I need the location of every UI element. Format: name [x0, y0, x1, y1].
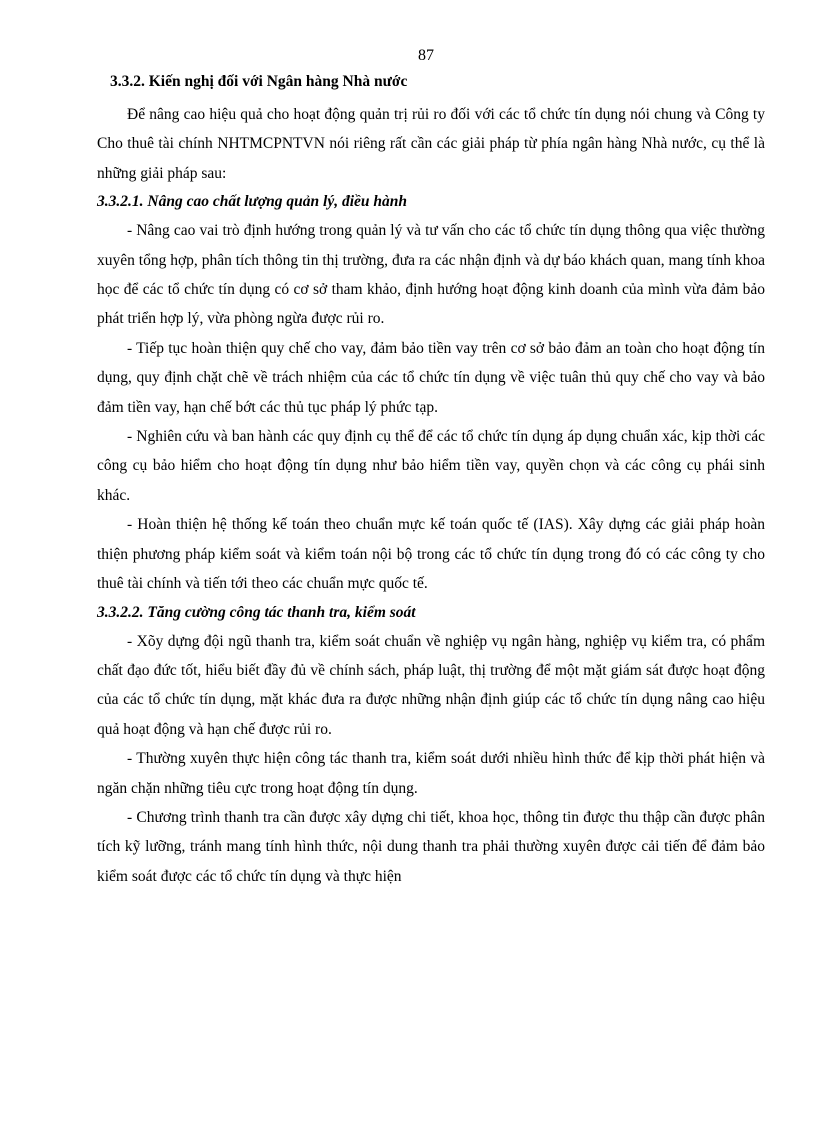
page-content: [97, 68, 765, 891]
paragraph: - Tiếp tục hoàn thiện quy chế cho vay, đảm bảo tiền vay trên cơ sở bảo đảm an toàn cho hoạt động tín dụng, quy định chặt chẽ về trách nhiệm của các tổ chức tín dụng về việc tuân thủ quy chế cho vay và bảo đảm tiền vay, hạn chế bớt các thủ tục pháp lý phức tạp.: [97, 339, 765, 416]
intro-paragraph: Để nâng cao hiệu quả cho hoạt động quản trị rủi ro đối với các tổ chức tín dụng nói chung và Công ty Cho thuê tài chính NHTMCPNTVN nói riêng rất cần các giải pháp từ phía ngân hàng Nhà nước, cụ thể là những giải pháp sau:: [97, 106, 765, 182]
page-number: 87: [418, 47, 434, 64]
paragraph: - Hoàn thiện hệ thống kế toán theo chuẩn mực kế toán quốc tế (IAS). Xây dựng các giải pháp hoàn thiện phương pháp kiểm soát và kiểm toán nội bộ trong các tổ chức tín dụng trong đó có các công ty cho thuê tài chính và tiến tới theo các chuẩn mực quốc tế.: [97, 516, 765, 593]
paragraph: - Xõy dựng đội ngũ thanh tra, kiểm soát chuẩn về nghiệp vụ ngân hàng, nghiệp vụ kiểm tra, có phẩm chất đạo đức tốt, hiểu biết đầy đủ về chính sách, pháp luật, thị trường để một mặt giám sát được hoạt động của các tổ chức tín dụng, mặt khác đưa ra được những nhận định giúp các tổ chức tín dụng nâng cao hiệu quả hoạt động và hạn chế được rủi ro.: [97, 632, 765, 738]
paragraph: - Thường xuyên thực hiện công tác thanh tra, kiểm soát dưới nhiều hình thức để kịp thời phát hiện và ngăn chặn những tiêu cực trong hoạt động tín dụng.: [97, 750, 765, 797]
paragraph: - Chương trình thanh tra cần được xây dựng chi tiết, khoa học, thông tin được thu thập cần được phân tích kỹ lưỡng, tránh mang tính hình thức, nội dung thanh tra phải thường xuyên được cải tiến để đảm bảo kiểm soát được các tổ chức tín dụng và thực hiện: [97, 808, 765, 885]
section-heading: 3.3.2. Kiến nghị đối với Ngân hàng Nhà nước: [110, 73, 408, 90]
paragraph: - Nâng cao vai trò định hướng trong quản lý và tư vấn cho các tổ chức tín dụng thông qua việc thường xuyên tổng hợp, phân tích thông tin thị trường, đưa ra các nhận định và dự báo khách quan, mang tính khoa học để các tổ chức tín dụng có cơ sở tham khảo, định hướng hoạt động kinh doanh của mình vừa đảm bảo phát triển hợp lý, vừa phòng ngừa được rủi ro.: [97, 222, 765, 328]
subsection-title-2: 3.3.2.2. Tăng cường công tác thanh tra, kiểm soát: [97, 603, 416, 621]
subsection-title-1: 3.3.2.1. Nâng cao chất lượng quản lý, điều hành: [97, 193, 407, 211]
paragraph: - Nghiên cứu và ban hành các quy định cụ thể để các tổ chức tín dụng áp dụng chuẩn xác, kịp thời các công cụ bảo hiểm cho hoạt động tín dụng như bảo hiểm tiền vay, quyền chọn và các công cụ phái sinh khác.: [97, 428, 765, 504]
